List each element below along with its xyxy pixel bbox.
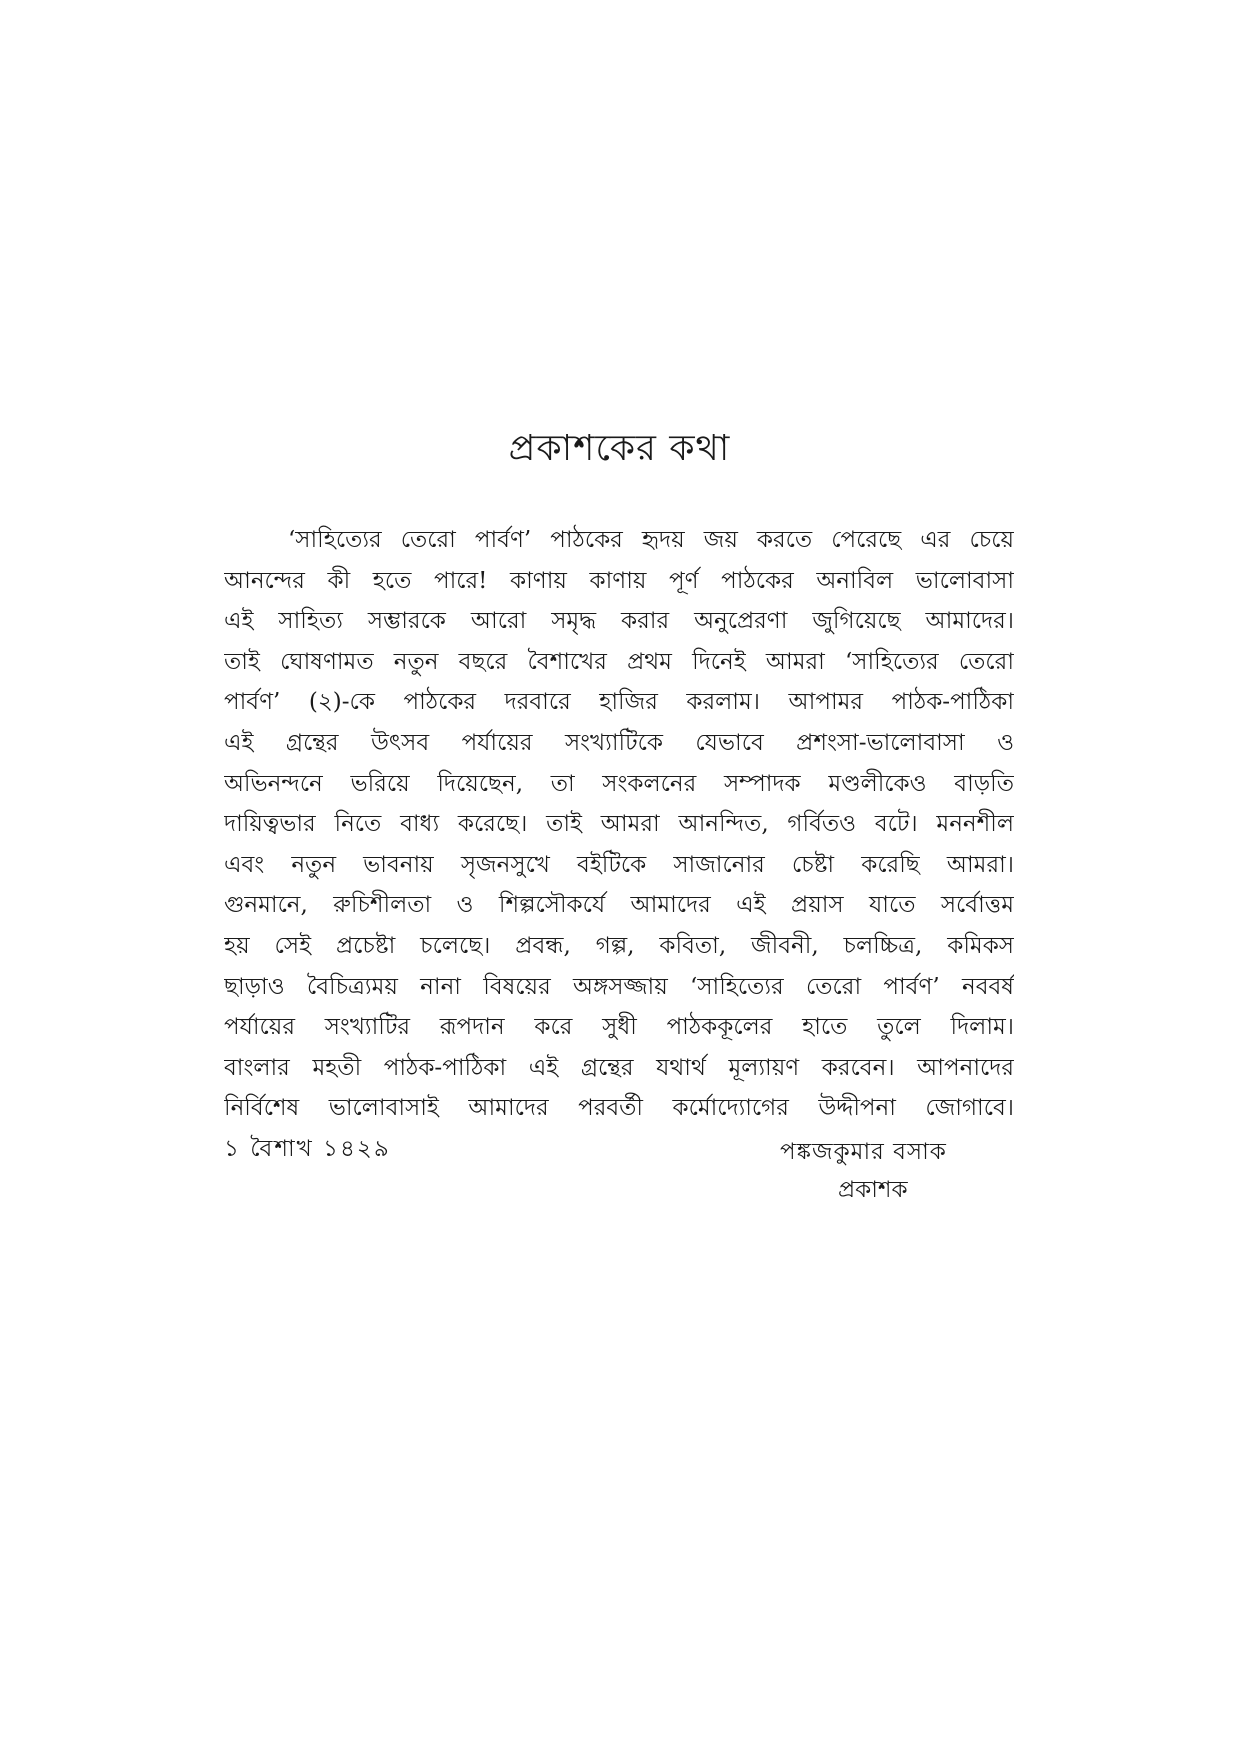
paragraph-line: পার্বণ’ (২)-কে পাঠকের দরবারে হাজির করলাম। আপামর পাঠক-পাঠিকা — [224, 689, 1014, 716]
paragraph-line: বাংলার মহতী পাঠক-পাঠিকা এই গ্রন্থের যথার্থ মূল্যায়ণ করবেন। আপনাদের — [224, 1054, 1014, 1081]
paragraph-line: দায়িত্বভার নিতে বাধ্য করেছে। তাই আমরা আনন্দিত, গর্বিতও বটে। মননশীল — [224, 811, 1014, 838]
paragraph-line: নির্বিশেষ ভালোবাসাই আমাদের পরবর্তী কর্মোদ্যোগের উদ্দীপনা জোগাবে। — [224, 1095, 1014, 1122]
paragraph-line: ‘সাহিত্যের তেরো পার্বণ’ পাঠকের হৃদয় জয় করতে পেরেছে এর চেয়ে — [288, 527, 1014, 553]
paragraph-line: এবং নতুন ভাবনায় সৃজনসুখে বইটিকে সাজানোর চেষ্টা করেছি আমরা। — [224, 851, 1014, 878]
paragraph-line: তাই ঘোষণামত নতুন বছরে বৈশাখের প্রথম দিনেই আমরা ‘সাহিত্যের তেরো — [224, 648, 1014, 675]
paragraph-line: গুনমানে, রুচিশীলতা ও শিল্পসৌকর্যে আমাদের এই প্রয়াস যাতে সর্বোত্তম — [224, 892, 1014, 919]
signer-role: প্রকাশক — [838, 1177, 908, 1203]
paragraph-line: পর্যায়ের সংখ্যাটির রূপদান করে সুধী পাঠককূলের হাতে তুলে দিলাম। — [224, 1014, 1014, 1041]
date-line: ১ বৈশাখ ১৪২৯ — [224, 1136, 391, 1162]
paragraph-line: অভিনন্দনে ভরিয়ে দিয়েছেন, তা সংকলনের সম্পাদক মণ্ডলীকেও বাড়তি — [224, 770, 1014, 797]
page-title: প্রকাশকের কথা — [508, 428, 731, 469]
paragraph-line: আনন্দের কী হতে পারে! কাণায় কাণায় পূর্ণ পাঠকের অনাবিল ভালোবাসা — [224, 567, 1014, 594]
foreword-paragraph — [224, 520, 1014, 1129]
paragraph-line: ছাড়াও বৈচিত্র্যময় নানা বিষয়ের অঙ্গসজ্জায় ‘সাহিত্যের তেরো পার্বণ’ নববর্ষ — [224, 973, 1014, 1000]
paragraph-line: এই গ্রন্থের উৎসব পর্যায়ের সংখ্যাটিকে যেভাবে প্রশংসা-ভালোবাসা ও — [224, 729, 1014, 756]
paragraph-line: হয় সেই প্রচেষ্টা চলেছে। প্রবন্ধ, গল্প, কবিতা, জীবনী, চলচ্চিত্র, কমিকস — [224, 932, 1014, 959]
signer-name: পঙ্কজকুমার বসাক — [780, 1139, 947, 1165]
signature-block — [780, 1133, 1020, 1209]
paragraph-line: এই সাহিত্য সম্ভারকে আরো সমৃদ্ধ করার অনুপ্রেরণা জুগিয়েছে আমাদের। — [224, 608, 1014, 635]
